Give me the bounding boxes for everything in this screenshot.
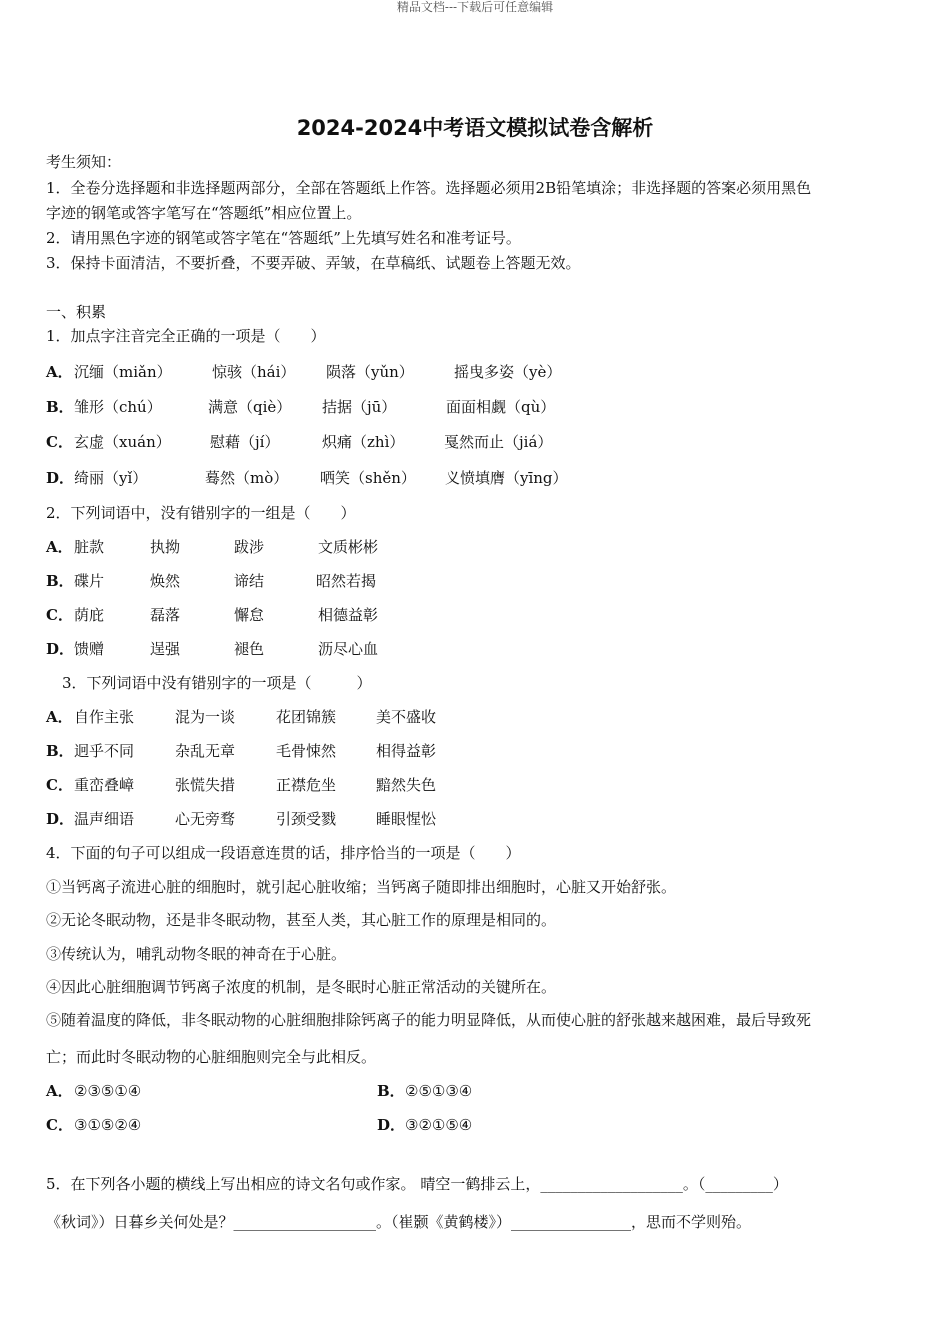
option-item: 迥乎不同 <box>74 742 135 760</box>
option-item: 惊骇（hái） <box>212 363 296 381</box>
option-label: B． <box>46 572 74 590</box>
q5-line: 《秋词》）日暮乡关何处是？___________________。（崔颢《黄鹤楼》）________________，思而不学则殆。 <box>46 1213 752 1231</box>
option-item: 沥尽心血 <box>318 640 379 658</box>
option-item: 戛然而止（jiá） <box>444 433 553 451</box>
option-label: C． <box>46 1116 73 1134</box>
option-label: A． <box>46 1082 73 1100</box>
option-label: B． <box>46 742 74 760</box>
option-label: A． <box>46 538 73 556</box>
option-item: 温声细语 <box>74 810 135 828</box>
option-item: 心无旁骛 <box>175 810 236 828</box>
option-item: 炽痛（zhì） <box>322 433 405 451</box>
option-item: 玄虚（xuán） <box>74 433 171 451</box>
q4-sentence: ③传统认为，哺乳动物冬眠的神奇在于心脏。 <box>46 945 347 963</box>
option-label: C． <box>46 606 73 624</box>
option-label: A． <box>46 708 73 726</box>
option-label: B． <box>46 398 74 416</box>
option-item: 绮丽（yǐ） <box>74 469 148 487</box>
notice-line: 2．请用黑色字迹的钢笔或答字笔在“答题纸”上先填写姓名和准考证号。 <box>46 229 521 247</box>
option-item: 张慌失措 <box>175 776 236 794</box>
option-item: 相德益彰 <box>318 606 379 624</box>
option-item: 蓦然（mò） <box>205 469 289 487</box>
option-item: 正襟危坐 <box>276 776 337 794</box>
header-note: 精品文档---下载后可任意编辑 <box>396 0 554 14</box>
option-item: 脏款 <box>74 538 105 556</box>
option-item: 雏形（chú） <box>74 398 162 416</box>
option-item: 文质彬彬 <box>318 538 379 556</box>
option-item: 哂笑（shěn） <box>320 469 416 487</box>
q5-line: 5．在下列各小题的横线上写出相应的诗文名句或作家。 晴空一鹤排云上，___________________。（_________） <box>46 1175 788 1193</box>
notice-line: 1．全卷分选择题和非选择题两部分，全部在答题纸上作答。选择题必须用2B铅笔填涂；非选择题的答案必须用黑色 <box>46 179 812 197</box>
option-label: C． <box>46 433 73 451</box>
option-item: 懈怠 <box>234 606 265 624</box>
option-item: 相得益彰 <box>376 742 437 760</box>
option-item: 谛结 <box>234 572 265 590</box>
option-item: 义愤填膺（yīng） <box>445 469 568 487</box>
option-item: 引颈受戮 <box>276 810 337 828</box>
option-label: D． <box>46 810 75 828</box>
option-item: 重峦叠嶂 <box>74 776 135 794</box>
option-item: 磊落 <box>150 606 181 624</box>
option-item: 黯然失色 <box>376 776 437 794</box>
option-item: 褪色 <box>234 640 265 658</box>
q4-sentence: ⑤随着温度的降低，非冬眠动物的心脏细胞排除钙离子的能力明显降低，从而使心脏的舒张越来越困难，最后导致死 <box>46 1011 812 1029</box>
option-label: D． <box>46 640 75 658</box>
q4-sentence: ①当钙离子流进心脏的细胞时，就引起心脏收缩；当钙离子随即排出细胞时，心脏又开始舒张。 <box>46 878 677 896</box>
option-item: 碟片 <box>74 572 105 590</box>
option-item: 花团锦簇 <box>276 708 337 726</box>
page-title: 2024-2024中考语文模拟试卷含解析 <box>296 116 654 140</box>
option-label: D． <box>46 469 75 487</box>
option-text: ②⑤①③④ <box>405 1082 473 1100</box>
q3-stem: 3．下列词语中没有错别字的一项是（ ） <box>62 674 372 692</box>
option-item: 自作主张 <box>74 708 135 726</box>
option-item: 杂乱无章 <box>175 742 236 760</box>
q4-sentence: ②无论冬眠动物，还是非冬眠动物，甚至人类，其心脏工作的原理是相同的。 <box>46 911 557 929</box>
notice-line: 字迹的钢笔或答字笔写在“答题纸”相应位置上。 <box>46 204 362 222</box>
option-item: 沉缅（miǎn） <box>74 363 172 381</box>
section-heading: 一、积累 <box>46 303 107 321</box>
option-item: 拮据（jū） <box>322 398 397 416</box>
option-item: 馈赠 <box>74 640 105 658</box>
option-label: C． <box>46 776 73 794</box>
option-item: 执拗 <box>150 538 181 556</box>
q1-stem: 1．加点字注音完全正确的一项是（ ） <box>46 327 326 345</box>
option-label: B． <box>377 1082 405 1100</box>
option-item: 陨落（yǔn） <box>326 363 414 381</box>
option-item: 满意（qiè） <box>208 398 292 416</box>
notice-line: 3．保持卡面清洁，不要折叠，不要弄破、弄皱，在草稿纸、试题卷上答题无效。 <box>46 254 581 272</box>
option-text: ③②①⑤④ <box>405 1116 473 1134</box>
option-item: 睡眼惺忪 <box>376 810 437 828</box>
option-item: 逞强 <box>150 640 181 658</box>
option-item: 跋涉 <box>234 538 265 556</box>
option-item: 面面相觑（qù） <box>446 398 556 416</box>
option-item: 慰藉（jí） <box>210 433 280 451</box>
option-item: 美不盛收 <box>376 708 437 726</box>
q4-sentence: 亡；而此时冬眠动物的心脏细胞则完全与此相反。 <box>46 1048 377 1066</box>
option-item: 混为一谈 <box>175 708 236 726</box>
option-label: A． <box>46 363 73 381</box>
option-text: ②③⑤①④ <box>74 1082 142 1100</box>
q2-stem: 2．下列词语中，没有错别字的一组是（ ） <box>46 504 356 522</box>
option-label: D． <box>377 1116 406 1134</box>
option-item: 昭然若揭 <box>316 572 377 590</box>
option-item: 焕然 <box>150 572 181 590</box>
option-text: ③①⑤②④ <box>74 1116 142 1134</box>
option-item: 摇曳多姿（yè） <box>454 363 562 381</box>
option-item: 荫庇 <box>74 606 105 624</box>
option-item: 毛骨悚然 <box>276 742 337 760</box>
q4-stem: 4．下面的句子可以组成一段语意连贯的话，排序恰当的一项是（ ） <box>46 844 521 862</box>
q4-sentence: ④因此心脏细胞调节钙离子浓度的机制，是冬眠时心脏正常活动的关键所在。 <box>46 978 557 996</box>
notice-heading: 考生须知： <box>46 153 122 171</box>
